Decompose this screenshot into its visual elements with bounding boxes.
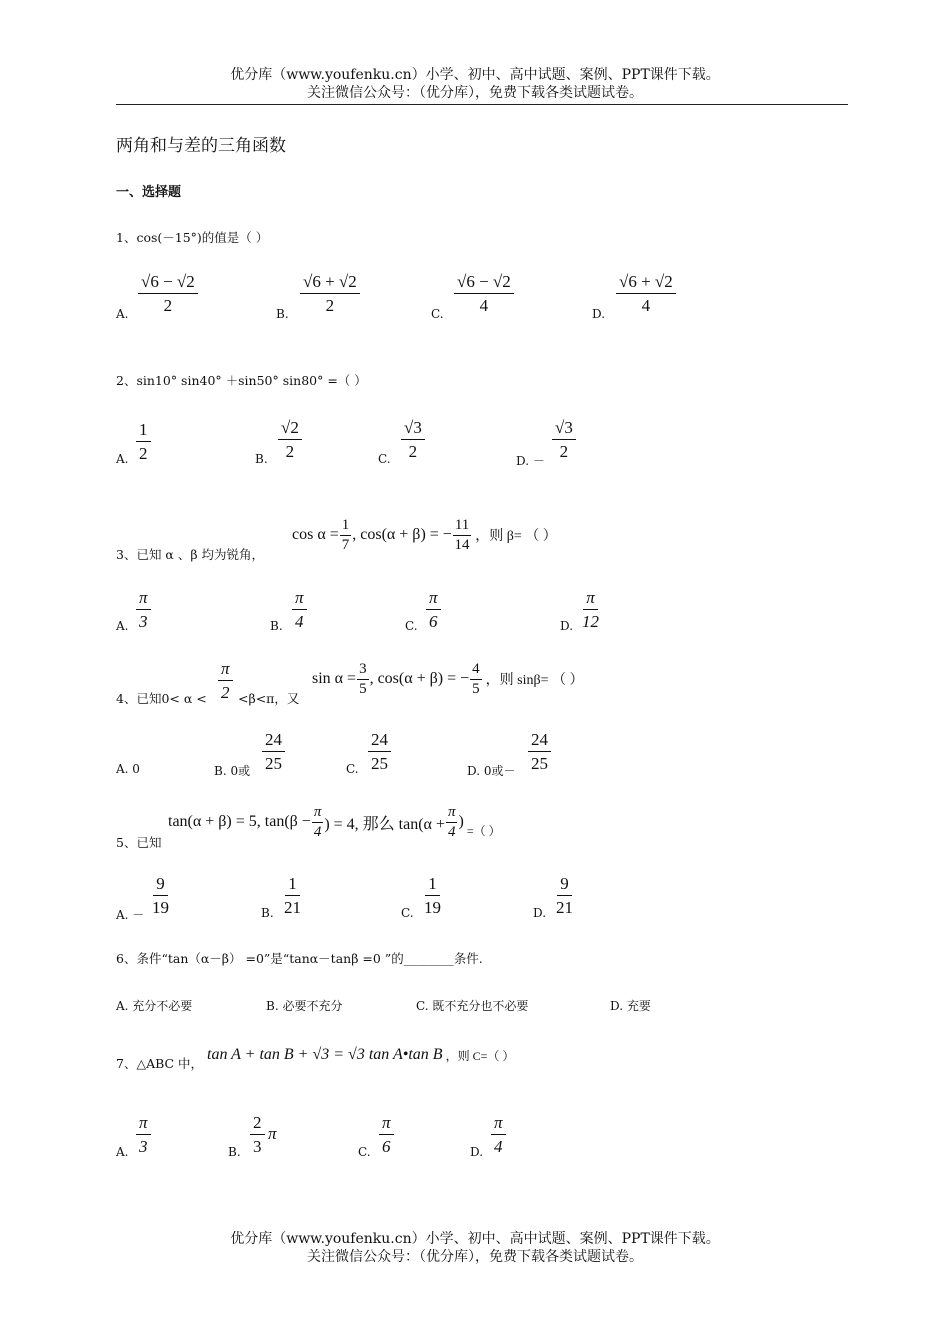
q2-option-d — [552, 419, 576, 460]
q7-option-a — [136, 1114, 151, 1155]
q1-label-c: C. — [431, 307, 444, 321]
numerator: π — [312, 805, 324, 823]
numerator: 24 — [262, 731, 285, 752]
q1-label-a: A. — [116, 307, 129, 321]
numerator: π — [136, 1114, 151, 1135]
q2-label-b: B. — [255, 452, 268, 466]
numerator: √3 — [401, 419, 425, 440]
denominator: 7 — [341, 536, 350, 553]
q3-option-b — [292, 589, 307, 630]
numerator: √6 − √2 — [454, 273, 514, 294]
fraction — [470, 662, 482, 697]
q2-option-a — [136, 421, 151, 462]
denominator: 14 — [454, 536, 470, 553]
denominator: 21 — [556, 898, 573, 917]
q3-option-a — [136, 589, 151, 630]
q7-label-d: D. — [470, 1145, 484, 1159]
numerator: π — [292, 589, 307, 610]
denominator: 12 — [582, 612, 599, 631]
q5-label-c: C. — [401, 906, 414, 920]
formula-text: sin α = — [312, 670, 357, 687]
q3-option-c — [426, 589, 441, 630]
q4-option-d — [528, 731, 551, 772]
denominator: 5 — [359, 680, 367, 697]
q4-suffix: ，则 sinβ= （ ） — [485, 673, 584, 688]
q1-option-a — [138, 273, 198, 314]
q4-pi-over-2 — [218, 660, 233, 701]
numerator: π — [218, 660, 233, 681]
q7-prefix: 7、△ABC 中， — [116, 1056, 204, 1071]
numerator: 1 — [136, 421, 151, 442]
q5-formula — [168, 801, 501, 843]
numerator: √6 − √2 — [138, 273, 198, 294]
q4-prefix: 4、已知0< α < — [116, 691, 207, 706]
denominator: 2 — [325, 296, 335, 315]
fraction — [312, 805, 324, 840]
q4-option-a: A. 0 — [116, 762, 140, 776]
q5-option-a — [152, 875, 169, 916]
fraction — [446, 805, 458, 840]
formula-text: ) = 4, 那么 tan(α + — [324, 815, 445, 833]
numerator: 1 — [285, 875, 300, 896]
formula-text: cos α = — [292, 526, 339, 543]
denominator: 19 — [152, 898, 169, 917]
numerator: 24 — [368, 731, 391, 752]
q1-option-b — [300, 273, 360, 314]
denominator: 6 — [429, 612, 438, 631]
q3-option-d — [582, 589, 599, 630]
q7-suffix: ，则 C=（ ） — [445, 1048, 515, 1063]
q2-option-c — [401, 419, 425, 460]
header-line-1: 优分库（www.youfenku.cn）小学、初中、高中试题、案例、PPT课件下载。 — [230, 67, 720, 83]
denominator: 4 — [494, 1137, 503, 1156]
denominator: 19 — [424, 898, 441, 917]
denominator: 2 — [559, 442, 569, 461]
q3-suffix: ，则 β= （ ） — [475, 529, 557, 544]
q5-label-a: A. － — [116, 908, 145, 922]
q1-label-b: B. — [276, 307, 289, 321]
header-divider — [116, 104, 848, 105]
numerator: π — [583, 589, 598, 610]
q6-option-b: B. 必要不充分 — [266, 999, 343, 1013]
fraction — [357, 662, 369, 697]
denominator: 4 — [295, 612, 304, 631]
q2-label-a: A. — [116, 452, 129, 466]
fraction — [340, 518, 352, 553]
denominator: 3 — [139, 612, 148, 631]
numerator: π — [379, 1114, 394, 1135]
q2-label-c: C. — [378, 452, 391, 466]
denominator: 3 — [253, 1137, 262, 1156]
numerator: √6 + √2 — [300, 273, 360, 294]
q5-label-d: D. — [533, 906, 547, 920]
denominator: 4 — [479, 296, 489, 315]
numerator: π — [491, 1114, 506, 1135]
q3-label-b: B. — [270, 619, 283, 633]
q3-label-d: D. — [560, 619, 574, 633]
q2-stem: 2、sin10° sin40° ＋sin50° sin80° =（ ） — [116, 373, 367, 388]
denominator: 4 — [313, 823, 322, 840]
q4-label-b: B. 0或 — [214, 764, 251, 778]
numerator: π — [446, 805, 458, 823]
numerator: π — [426, 589, 441, 610]
q5-prefix: 5、已知 — [116, 835, 162, 850]
denominator: 4 — [447, 823, 456, 840]
formula-text: ) — [458, 813, 464, 830]
q4-label-d: D. 0或－ — [467, 764, 516, 778]
numerator: 9 — [557, 875, 572, 896]
q3-formula — [292, 514, 557, 556]
numerator: 1 — [340, 518, 352, 536]
denominator: 2 — [285, 442, 295, 461]
formula-text: tan(α + β) = 5, tan(β − — [168, 813, 311, 830]
denominator: 21 — [284, 898, 301, 917]
q4-option-c — [368, 731, 391, 772]
numerator: 4 — [470, 662, 482, 680]
denominator: 25 — [371, 754, 388, 773]
denominator: 5 — [472, 680, 480, 697]
q7-option-c — [379, 1114, 394, 1155]
q7-option-b — [250, 1114, 265, 1155]
doc-title: 两角和与差的三角函数 — [116, 136, 286, 156]
q7-label-c: C. — [358, 1145, 371, 1159]
footer-line-2: 关注微信公众号：（优分库），免费下载各类试题试卷。 — [307, 1249, 643, 1265]
q6-stem: 6、条件“tan（α－β） =0”是“tanα－tanβ =0 ”的________条件. — [116, 951, 483, 966]
numerator: 3 — [357, 662, 369, 680]
denominator: 4 — [641, 296, 651, 315]
q3-label-c: C. — [405, 619, 418, 633]
q4-option-b — [262, 731, 285, 772]
q7-label-b: B. — [228, 1145, 241, 1159]
q5-option-b — [284, 875, 301, 916]
q5-label-b: B. — [261, 906, 274, 920]
q5-option-d — [556, 875, 573, 916]
denominator: 2 — [139, 444, 148, 463]
formula-text: tan A + tan B + √3 = √3 tan A•tan B — [207, 1046, 443, 1063]
denominator: 2 — [221, 683, 230, 702]
denominator: 3 — [139, 1137, 148, 1156]
q2-label-d: D. － — [516, 454, 545, 468]
q3-prefix: 3、已知 α 、β 均为锐角， — [116, 547, 265, 562]
numerator: √6 + √2 — [616, 273, 676, 294]
numerator: 2 — [250, 1114, 265, 1135]
numerator: 11 — [453, 518, 471, 536]
numerator: 24 — [528, 731, 551, 752]
q3-label-a: A. — [116, 619, 129, 633]
denominator: 2 — [408, 442, 418, 461]
numerator: π — [136, 589, 151, 610]
numerator: √3 — [552, 419, 576, 440]
q6-option-c: C. 既不充分也不必要 — [416, 999, 529, 1013]
q2-option-b — [278, 419, 302, 460]
q7-formula — [207, 1044, 514, 1066]
fraction — [453, 518, 471, 553]
q1-option-d — [616, 273, 676, 314]
q7-option-b-pi: π — [268, 1124, 277, 1143]
formula-text: , cos(α + β) = − — [369, 670, 470, 687]
q4-mid: <β<π，又 — [238, 691, 300, 706]
q6-option-a: A. 充分不必要 — [116, 999, 193, 1013]
header-line-2: 关注微信公众号：（优分库），免费下载各类试题试卷。 — [307, 85, 643, 101]
numerator: √2 — [278, 419, 302, 440]
q4-label-c: C. — [346, 762, 359, 776]
q1-option-c — [454, 273, 514, 314]
q1-stem: 1、cos(－15°)的值是（ ） — [116, 230, 269, 245]
q4-formula — [312, 658, 584, 700]
footer-line-1: 优分库（www.youfenku.cn）小学、初中、高中试题、案例、PPT课件下载。 — [230, 1231, 720, 1247]
denominator: 25 — [265, 754, 282, 773]
q1-label-d: D. — [592, 307, 606, 321]
denominator: 25 — [531, 754, 548, 773]
denominator: 6 — [382, 1137, 391, 1156]
q5-option-c — [424, 875, 441, 916]
denominator: 2 — [163, 296, 173, 315]
q5-suffix: =（ ） — [466, 823, 501, 838]
q7-option-d — [491, 1114, 506, 1155]
numerator: 1 — [425, 875, 440, 896]
formula-text: , cos(α + β) = − — [352, 526, 452, 543]
q6-option-d: D. 充要 — [610, 999, 651, 1013]
numerator: 9 — [153, 875, 168, 896]
section-title: 一、选择题 — [116, 185, 182, 200]
q7-label-a: A. — [116, 1145, 129, 1159]
